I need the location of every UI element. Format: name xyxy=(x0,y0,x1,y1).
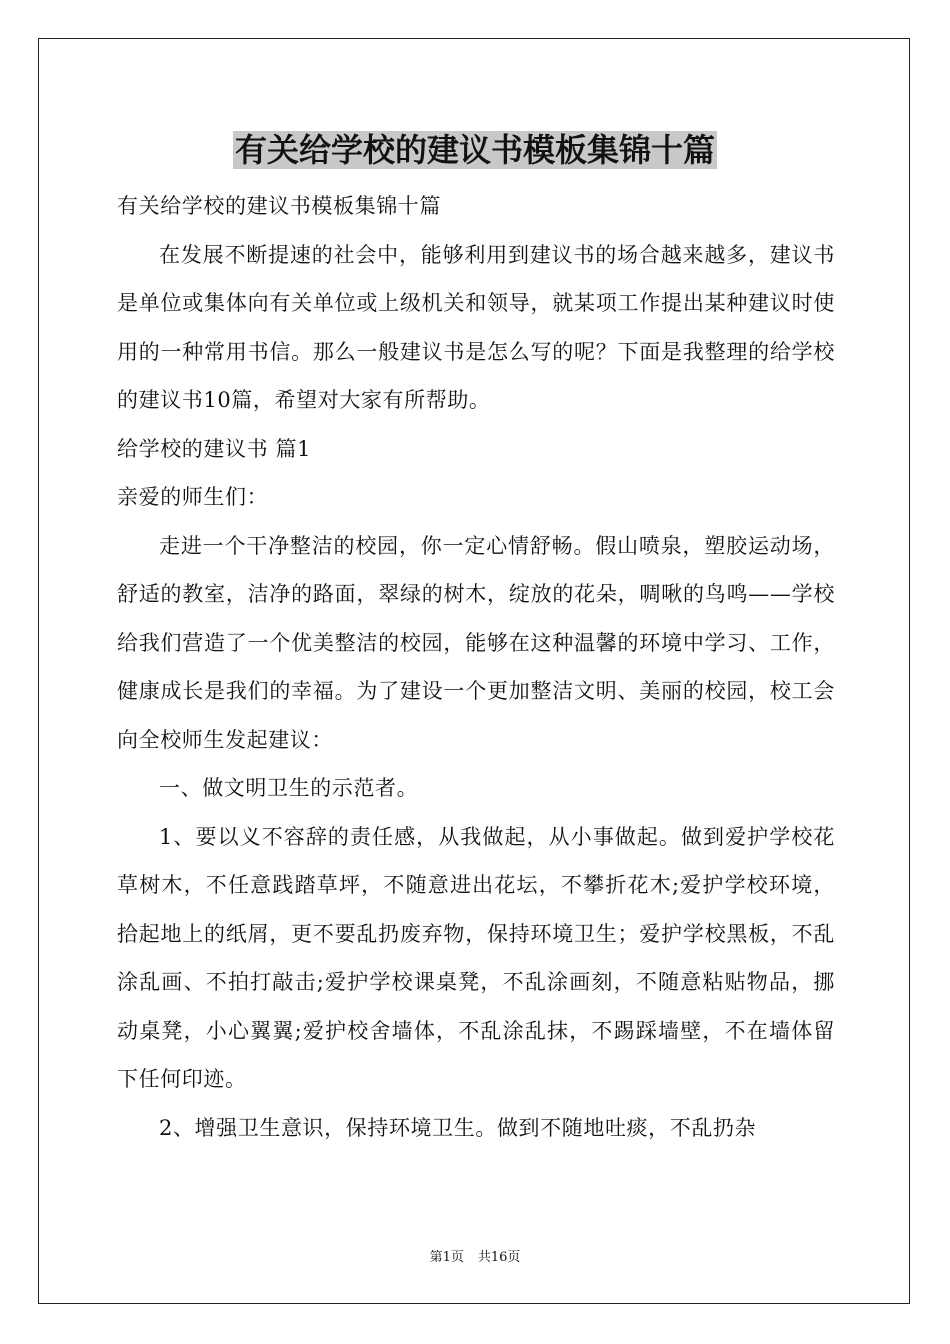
page-total: 共16页 xyxy=(477,1250,521,1265)
document-title-text: 有关给学校的建议书模板集锦十篇 xyxy=(234,131,715,169)
paragraph-intro: 在发展不断提速的社会中，能够利用到建议书的场合越来越多，建议书是单位或集体向有关单位或上级机关和领导，就某项工作提出某种建议时使用的一种常用书信。那么一般建议书是怎么写的呢？下面是我整理的给学校的建议书10篇，希望对大家有所帮助。 xyxy=(117,242,835,412)
document-title xyxy=(0,128,950,172)
list-heading: 一、做文明卫生的示范者。 xyxy=(159,776,419,800)
list-item-1: 1、要以义不容辞的责任感，从我做起，从小事做起。做到爱护学校花草树木，不任意践踏草坪，不随意进出花坛，不攀折花木;爱护学校环境，拾起地上的纸屑，更不要乱扔废弃物，保持环境卫生；爱护学校黑板，不乱涂乱画、不拍打敲击;爱护学校课桌凳，不乱涂画刻，不随意粘贴物品，挪动桌凳，小心翼翼;爱护校舍墙体，不乱涂乱抹，不踢踩墙壁，不在墙体留下任何印迹。 xyxy=(117,824,835,1091)
paragraph-body: 走进一个干净整洁的校园，你一定心情舒畅。假山喷泉，塑胶运动场，舒适的教室，洁净的路面，翠绿的树木，绽放的花朵，啁啾的鸟鸣——学校给我们营造了一个优美整洁的校园，能够在这种温馨的环境中学习、工作，健康成长是我们的幸福。为了建设一个更加整洁文明、美丽的校园，校工会向全校师生发起建议： xyxy=(117,533,835,752)
list-item-2: 2、增强卫生意识，保持环境卫生。做到不随地吐痰，不乱扔杂 xyxy=(159,1115,757,1140)
page-number: 第1页 xyxy=(429,1250,464,1265)
salutation: 亲爱的师生们： xyxy=(117,485,269,509)
section-heading: 给学校的建议书 篇1 xyxy=(117,436,312,461)
page-footer xyxy=(0,1246,950,1265)
subtitle-line: 有关给学校的建议书模板集锦十篇 xyxy=(117,194,441,218)
document-body xyxy=(117,182,835,1152)
